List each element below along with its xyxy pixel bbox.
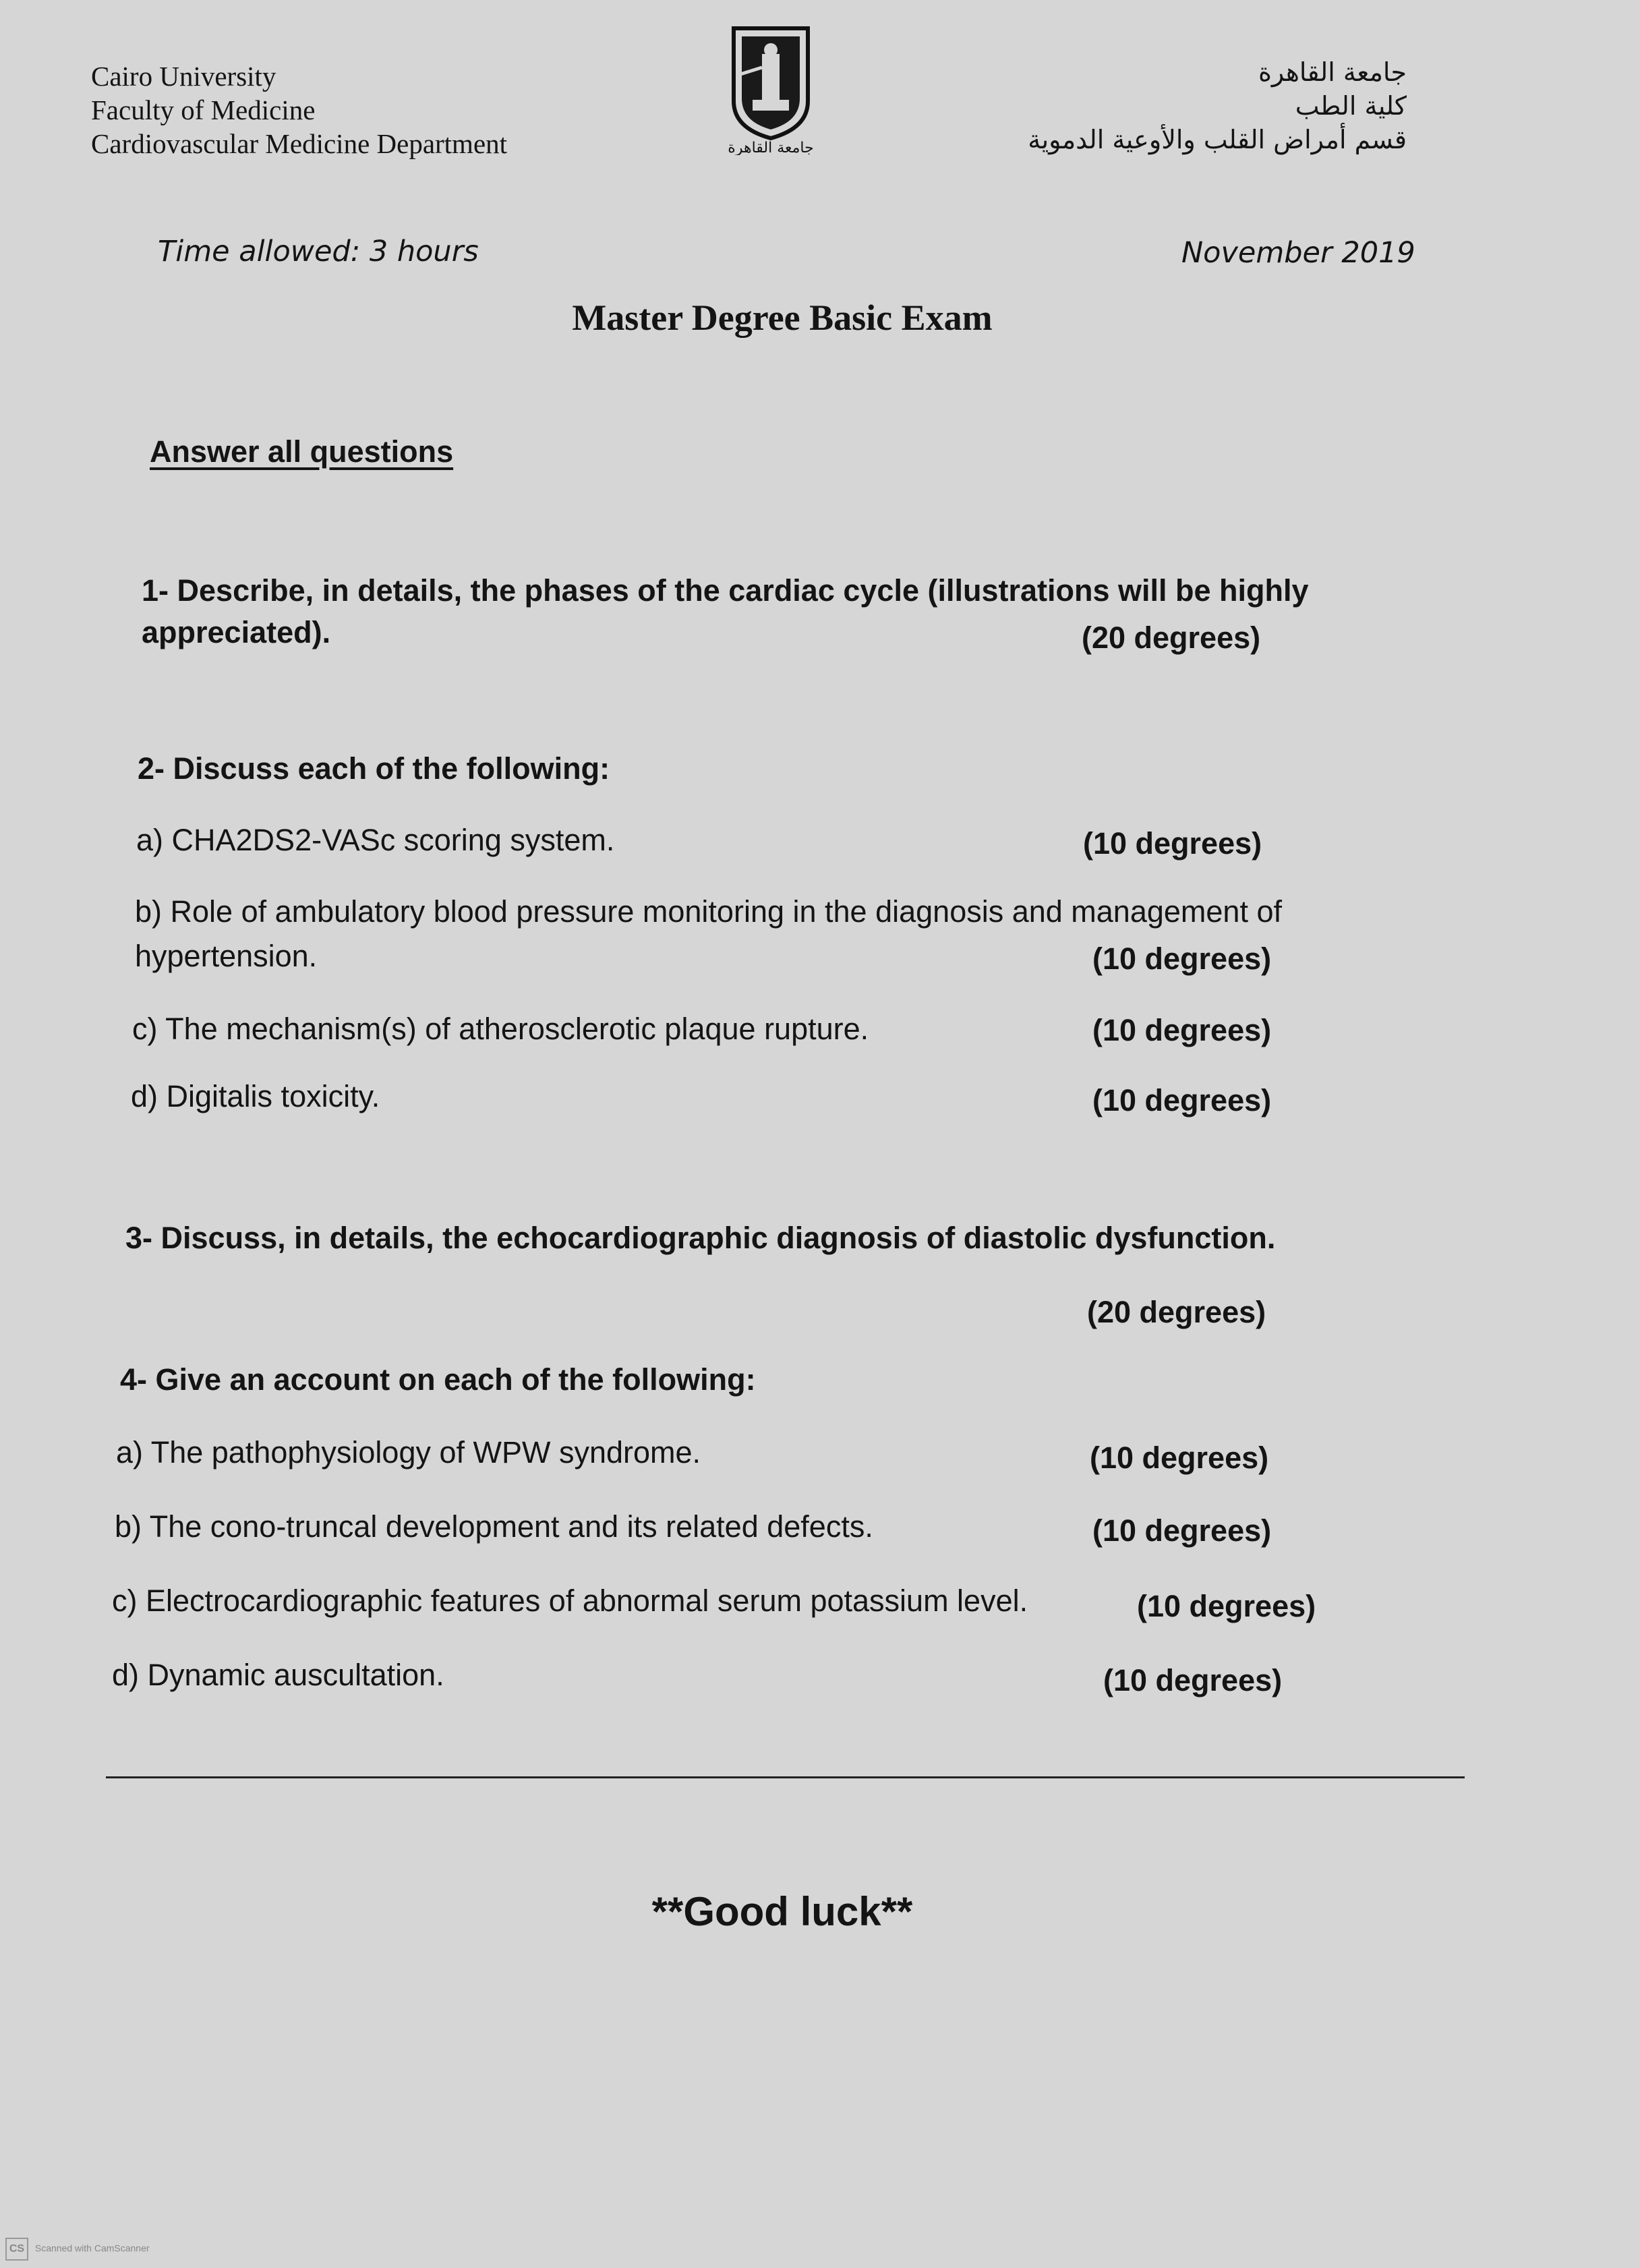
q3-marks: (20 degrees)	[1087, 1295, 1266, 1329]
q1-line2: appreciated).	[142, 615, 331, 649]
q4d-marks: (10 degrees)	[1103, 1663, 1283, 1697]
q2b-line2: hypertension.	[135, 939, 318, 973]
university-crest-logo	[720, 20, 821, 155]
department-name-arabic: قسم أمراض القلب والأوعية الدموية	[1028, 125, 1407, 154]
q2c-text: c) The mechanism(s) of atherosclerotic plaque rupture.	[132, 1012, 869, 1046]
scanner-watermark	[5, 2238, 150, 2261]
q2c-marks: (10 degrees)	[1092, 1013, 1272, 1047]
camscanner-logo-icon: CS	[5, 2238, 28, 2261]
q4b-text: b) The cono-truncal development and its related defects.	[115, 1509, 873, 1544]
university-name: Cairo University	[91, 61, 276, 92]
divider-line	[106, 1776, 1465, 1778]
department-name: Cardiovascular Medicine Department	[91, 128, 508, 159]
q2b-marks: (10 degrees)	[1092, 941, 1272, 976]
q4a-marks: (10 degrees)	[1090, 1441, 1269, 1475]
time-allowed: Time allowed: 3 hours	[158, 235, 479, 268]
good-luck-message: **Good luck**	[651, 1889, 913, 1934]
faculty-name: Faculty of Medicine	[91, 94, 316, 125]
crest-lettering: جامعة القاهرة	[728, 140, 814, 155]
q2-heading: 2- Discuss each of the following:	[138, 751, 610, 786]
q4d-text: d) Dynamic auscultation.	[112, 1658, 444, 1692]
q3-text: 3- Discuss, in details, the echocardiographic diagnosis of diastolic dysfunction.	[125, 1221, 1276, 1255]
instruction: Answer all questions	[150, 434, 454, 469]
q4c-text: c) Electrocardiographic features of abnormal serum potassium level.	[112, 1583, 1028, 1618]
q4b-marks: (10 degrees)	[1092, 1513, 1272, 1548]
university-name-arabic: جامعة القاهرة	[1258, 57, 1407, 87]
q2a-text: a) CHA2DS2-VASc scoring system.	[136, 823, 615, 857]
exam-date: November 2019	[1181, 236, 1415, 270]
q2a-marks: (10 degrees)	[1083, 826, 1262, 861]
scanner-text: Scanned with CamScanner	[34, 2242, 150, 2254]
q4a-text: a) The pathophysiology of WPW syndrome.	[116, 1435, 701, 1470]
q2d-text: d) Digitalis toxicity.	[131, 1079, 380, 1113]
q4-heading: 4- Give an account on each of the following:	[120, 1362, 756, 1397]
q1-marks: (20 degrees)	[1082, 620, 1261, 655]
q1-line1: 1- Describe, in details, the phases of the cardiac cycle (illustrations will be highly	[142, 573, 1309, 608]
q2d-marks: (10 degrees)	[1092, 1083, 1272, 1117]
university-header-arabic	[1028, 55, 1407, 156]
faculty-name-arabic: كلية الطب	[1295, 91, 1407, 121]
university-header-english	[91, 59, 507, 161]
q4c-marks: (10 degrees)	[1137, 1589, 1316, 1623]
q2b-line1: b) Role of ambulatory blood pressure monitoring in the diagnosis and management of	[135, 894, 1282, 929]
exam-title: Master Degree Basic Exam	[572, 297, 993, 338]
